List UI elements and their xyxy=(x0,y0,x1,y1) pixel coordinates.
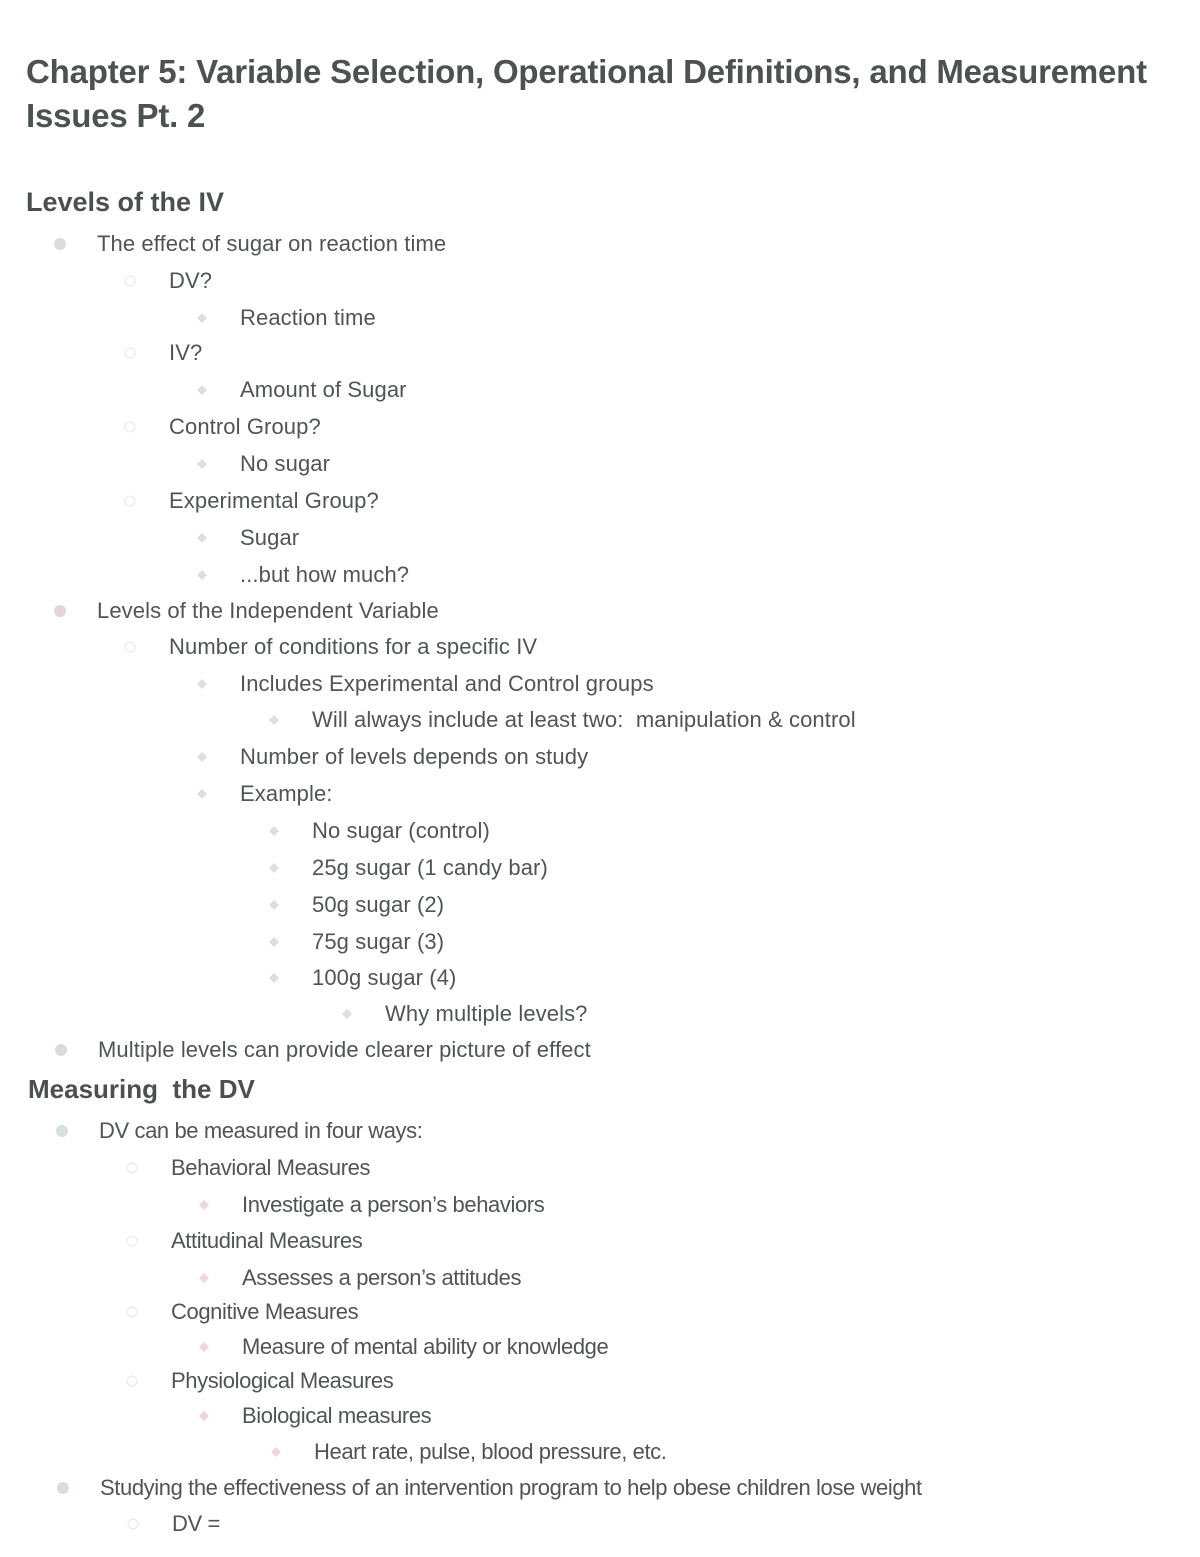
list-item: ...but how much? xyxy=(240,560,409,590)
list-item: Number of levels depends on study xyxy=(240,742,588,772)
list-item: Behavioral Measures xyxy=(171,1153,370,1183)
diamond-bullet-icon xyxy=(197,679,207,689)
diamond-bullet-icon xyxy=(197,570,207,580)
list-item: No sugar (control) xyxy=(312,816,490,846)
list-item: Studying the effectiveness of an intervention program to help obese children lose weight xyxy=(100,1473,922,1503)
list-item: Experimental Group? xyxy=(169,486,379,516)
list-item: 25g sugar (1 candy bar) xyxy=(312,853,548,883)
list-item: Includes Experimental and Control groups xyxy=(240,669,654,699)
section-heading-measuring-dv: Measuring the DV xyxy=(28,1074,255,1104)
list-item: Levels of the Independent Variable xyxy=(97,596,439,626)
list-item: Assesses a person’s attitudes xyxy=(242,1263,521,1293)
circle-bullet-icon xyxy=(125,642,136,653)
list-item: Amount of Sugar xyxy=(240,375,407,405)
list-item: Why multiple levels? xyxy=(385,999,588,1029)
list-item: No sugar xyxy=(240,449,330,479)
circle-bullet-icon xyxy=(125,276,136,287)
list-item: Example: xyxy=(240,779,333,809)
circle-bullet-icon xyxy=(125,348,136,359)
list-item: The effect of sugar on reaction time xyxy=(97,229,446,259)
list-item: Sugar xyxy=(240,523,299,553)
circle-bullet-icon xyxy=(125,496,136,507)
disc-bullet-icon xyxy=(57,1482,69,1494)
diamond-bullet-icon xyxy=(199,1273,209,1283)
diamond-bullet-icon xyxy=(197,313,207,323)
diamond-bullet-icon xyxy=(269,715,279,725)
list-item: IV? xyxy=(169,338,202,368)
list-item: Will always include at least two: manipulation & control xyxy=(312,705,856,735)
diamond-bullet-icon xyxy=(197,385,207,395)
circle-bullet-icon xyxy=(125,422,136,433)
list-item: Heart rate, pulse, blood pressure, etc. xyxy=(314,1437,666,1467)
section-heading-levels-of-iv: Levels of the IV xyxy=(26,187,225,217)
list-item: 100g sugar (4) xyxy=(312,963,457,993)
disc-bullet-icon xyxy=(56,1125,68,1137)
diamond-bullet-icon xyxy=(269,826,279,836)
diamond-bullet-icon xyxy=(199,1200,209,1210)
list-item: DV = xyxy=(172,1509,220,1539)
circle-bullet-icon xyxy=(127,1236,138,1247)
page-title: Chapter 5: Variable Selection, Operational Definitions, and Measurement Issues Pt. 2 xyxy=(26,53,1147,134)
diamond-bullet-icon xyxy=(197,752,207,762)
list-item: Control Group? xyxy=(169,412,321,442)
list-item: Attitudinal Measures xyxy=(171,1226,362,1256)
list-item: 50g sugar (2) xyxy=(312,890,444,920)
circle-bullet-icon xyxy=(128,1519,139,1530)
list-item: Physiological Measures xyxy=(171,1366,393,1396)
list-item: Biological measures xyxy=(242,1401,431,1431)
diamond-bullet-icon xyxy=(197,459,207,469)
list-item: Investigate a person’s behaviors xyxy=(242,1190,544,1220)
circle-bullet-icon xyxy=(127,1376,138,1387)
diamond-bullet-icon xyxy=(269,973,279,983)
diamond-bullet-icon xyxy=(269,900,279,910)
diamond-bullet-icon xyxy=(197,789,207,799)
disc-bullet-icon xyxy=(54,605,66,617)
list-item: Cognitive Measures xyxy=(171,1297,358,1327)
list-item: 75g sugar (3) xyxy=(312,927,444,957)
list-item: DV can be measured in four ways: xyxy=(99,1116,422,1146)
diamond-bullet-icon xyxy=(271,1447,281,1457)
disc-bullet-icon xyxy=(55,1044,67,1056)
diamond-bullet-icon xyxy=(199,1411,209,1421)
list-item: Measure of mental ability or knowledge xyxy=(242,1332,608,1362)
list-item: Number of conditions for a specific IV xyxy=(169,632,537,662)
disc-bullet-icon xyxy=(54,238,66,250)
circle-bullet-icon xyxy=(127,1307,138,1318)
list-item: Reaction time xyxy=(240,303,376,333)
circle-bullet-icon xyxy=(127,1163,138,1174)
list-item: Multiple levels can provide clearer picture of effect xyxy=(98,1035,591,1065)
diamond-bullet-icon xyxy=(269,863,279,873)
diamond-bullet-icon xyxy=(199,1342,209,1352)
list-item: DV? xyxy=(169,266,212,296)
diamond-bullet-icon xyxy=(197,533,207,543)
diamond-bullet-icon xyxy=(269,937,279,947)
diamond-bullet-icon xyxy=(342,1009,352,1019)
